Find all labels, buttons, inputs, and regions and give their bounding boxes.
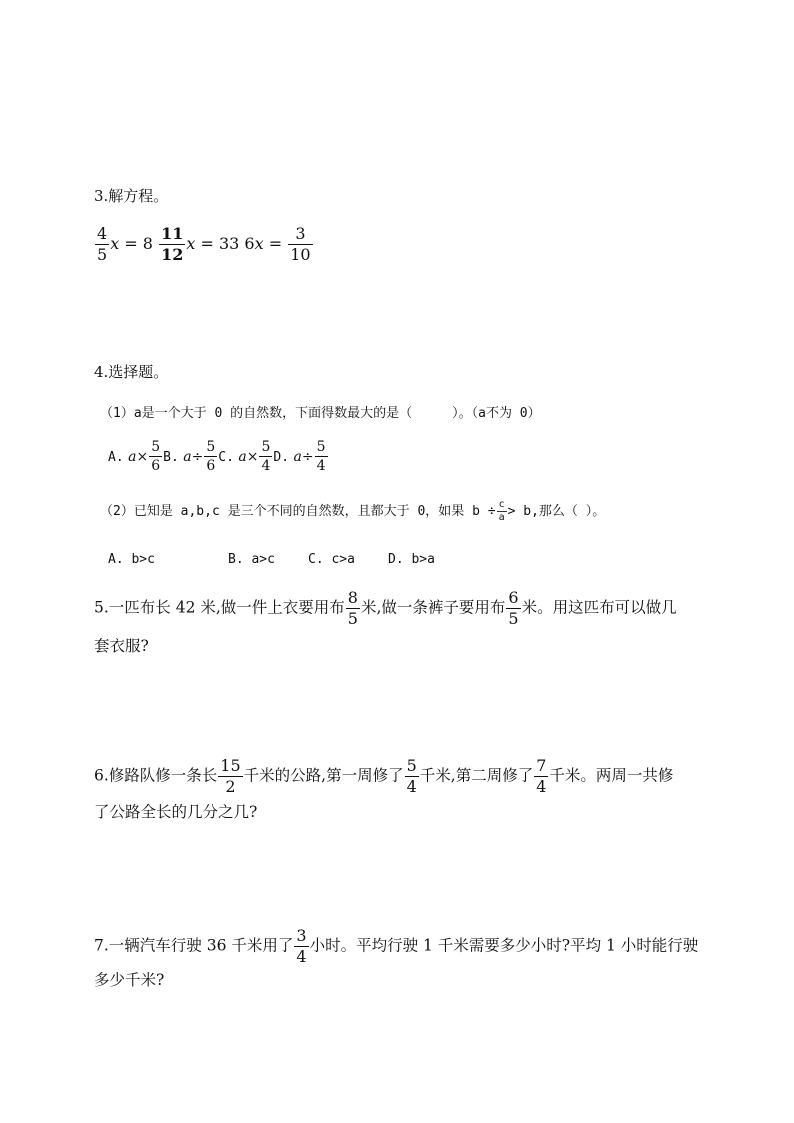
option-d-op: ÷ — [301, 448, 314, 465]
q6-f1-num: 15 — [220, 756, 241, 775]
equation-1 — [94, 224, 158, 264]
option-a-op: × — [136, 448, 149, 465]
q4-sub2-stem-b: > b,那么（ ）。 — [507, 504, 606, 519]
eq3-num: 3 — [288, 226, 312, 245]
q6-f2-den: 4 — [406, 777, 417, 796]
q6-f3-den: 4 — [536, 777, 547, 796]
option-b-label: B. — [163, 449, 179, 465]
q5-text-c: 米。用这匹布可以做几 — [521, 598, 677, 617]
eq3-eq: = — [268, 234, 283, 253]
q6-f2-num: 5 — [406, 756, 417, 775]
option-c-op: × — [246, 448, 259, 465]
q3-equations — [94, 226, 314, 263]
q7-text-b: 小时。平均行驶 1 千米需要多少小时?平均 1 小时能行驶 — [309, 936, 699, 955]
option-c-num: 5 — [261, 439, 271, 455]
q4-sub2-frac-den: a — [498, 512, 505, 523]
eq2-rhs: = 33 — [200, 234, 240, 253]
q6-line2: 了公路全长的几分之几? — [94, 803, 258, 821]
option-b[interactable]: B. a>c — [228, 552, 275, 567]
option-b-den: 6 — [206, 458, 216, 474]
option-a[interactable] — [108, 439, 163, 474]
option-d-num: 5 — [316, 439, 326, 455]
q4-sub2-frac-num: c — [498, 499, 505, 510]
eq2-den: 12 — [161, 245, 184, 264]
q6-text-b: 千米的公路,第一周修了 — [243, 766, 404, 785]
q7-f1-den: 4 — [296, 947, 307, 966]
eq1-den: 5 — [97, 245, 108, 264]
q4-sub2-options — [108, 550, 435, 570]
q5-f1-num: 8 — [347, 588, 358, 607]
option-b[interactable] — [163, 439, 218, 474]
q5-line2: 套衣服? — [94, 637, 149, 655]
q4-sub2-stem — [100, 500, 605, 523]
option-d[interactable]: D. b>a — [388, 552, 435, 567]
q7-f1-num: 3 — [296, 926, 307, 945]
eq2-num: 11 — [161, 224, 184, 243]
option-c-den: 4 — [261, 458, 271, 474]
q6-line1 — [94, 758, 673, 795]
option-d-var: a — [293, 448, 302, 465]
option-d[interactable] — [273, 439, 328, 474]
eq3-den: 10 — [290, 245, 311, 264]
option-c[interactable]: C. c>a — [308, 552, 355, 567]
option-b-num: 5 — [206, 439, 216, 455]
q5-f1-den: 5 — [347, 609, 358, 628]
q6-f1-den: 2 — [225, 777, 236, 796]
option-a-label: A. — [108, 449, 124, 465]
q4-sub1-stem — [100, 404, 541, 424]
equation-2 — [158, 224, 244, 264]
q7-text-a: 7.一辆汽车行驶 36 千米用了 — [94, 936, 294, 955]
q6-text-a: 6.修路队修一条长 — [94, 766, 218, 785]
q5-f2-num: 6 — [508, 588, 519, 607]
option-d-den: 4 — [316, 458, 326, 474]
option-c-label: C. — [218, 449, 234, 465]
eq3-prefix: 6 — [244, 234, 255, 253]
q5-line1 — [94, 590, 677, 627]
q4-sub1-options — [108, 440, 329, 473]
option-a-num: 5 — [151, 439, 161, 455]
eq2-var: x — [186, 234, 196, 253]
option-a-den: 6 — [151, 458, 161, 474]
equation-3 — [244, 224, 313, 264]
q7-line2: 多少千米? — [94, 971, 165, 989]
q6-text-d: 千米。两周一共修 — [549, 766, 674, 785]
eq3-var: x — [254, 234, 264, 253]
q3-title: 3.解方程。 — [94, 187, 169, 205]
q5-text-b: 米,做一条裤子要用布 — [360, 598, 506, 617]
q6-text-c: 千米,第二周修了 — [419, 766, 534, 785]
q5-text-a: 5.一匹布长 42 米,做一件上衣要用布 — [94, 598, 345, 617]
q4-sub2-stem-a: （2）已知是 a,b,c 是三个不同的自然数，且都大于 0，如果 b ÷ — [100, 504, 496, 519]
q4-title: 4.选择题。 — [94, 363, 169, 381]
option-c[interactable] — [218, 439, 273, 474]
option-a-var: a — [128, 448, 137, 465]
option-c-var: a — [238, 448, 247, 465]
option-b-var: a — [183, 448, 192, 465]
q6-f3-num: 7 — [536, 756, 547, 775]
q4-sub1-stem-end: ）。（a不为 0） — [452, 406, 541, 421]
option-a[interactable]: A. b>c — [108, 552, 155, 567]
q4-sub1-stem-text: （1）a是一个大于 0 的自然数，下面得数最大的是（ — [100, 406, 413, 421]
eq1-num: 4 — [97, 224, 108, 243]
option-d-label: D. — [273, 449, 290, 465]
eq1-rhs: = 8 — [124, 234, 153, 253]
q5-f2-den: 5 — [508, 609, 519, 628]
q7-line1 — [94, 928, 698, 965]
option-b-op: ÷ — [191, 448, 204, 465]
eq1-var: x — [110, 234, 120, 253]
